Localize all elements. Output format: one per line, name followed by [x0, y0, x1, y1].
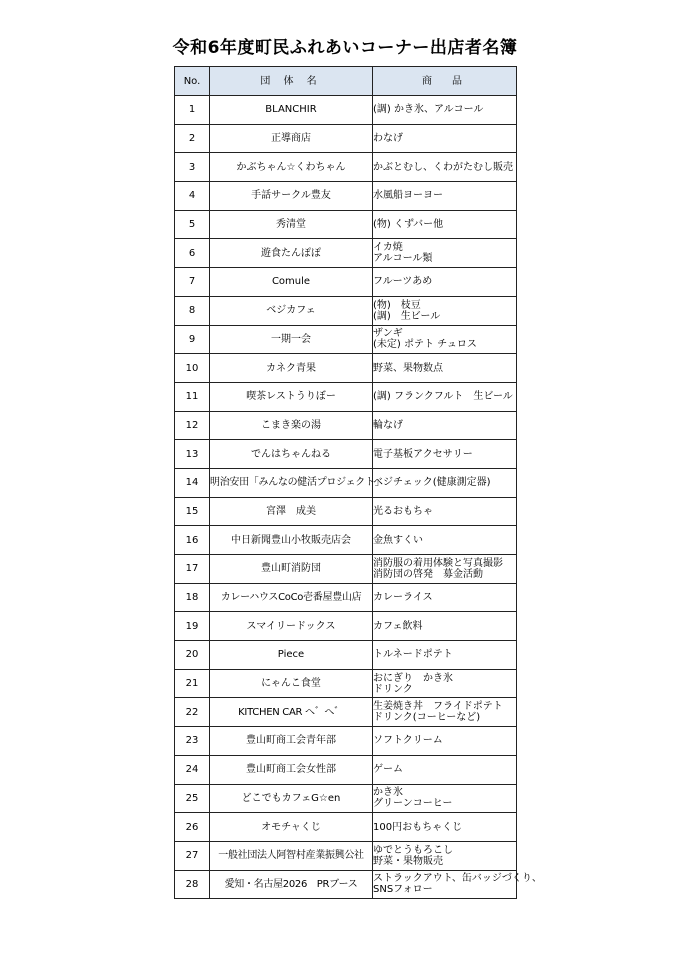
vendor-products	[373, 813, 517, 842]
vendor-name: BLANCHIR	[210, 96, 373, 125]
vendor-products	[373, 555, 517, 584]
row-number: 5	[175, 210, 210, 239]
vendor-name: Comule	[210, 268, 373, 297]
vendor-name: オモチャくじ	[210, 813, 373, 842]
table-body	[175, 96, 542, 899]
vendor-products	[373, 870, 542, 899]
table-row	[175, 583, 517, 612]
row-number: 22	[175, 698, 210, 727]
vendor-name: カレーハウスCoCo壱番屋豊山店	[210, 583, 373, 612]
row-number: 25	[175, 784, 210, 813]
vendor-products	[373, 96, 517, 125]
header-name: 団 体 名	[210, 67, 373, 96]
vendor-name: 秀清堂	[210, 210, 373, 239]
product-line: ゆでとうもろこし	[373, 844, 453, 856]
vendor-name: Piece	[210, 641, 373, 670]
vendor-name: スマイリードックス	[210, 612, 373, 641]
vendor-products	[373, 755, 517, 784]
table-row	[175, 411, 517, 440]
product-line: 輪なげ	[373, 419, 403, 431]
table-row	[175, 468, 517, 497]
table-row	[175, 813, 517, 842]
row-number: 20	[175, 641, 210, 670]
product-line: 消防団の啓発 募金活動	[373, 568, 483, 580]
vendor-products	[373, 440, 517, 469]
vendor-products	[373, 612, 517, 641]
product-line: SNSフォロー	[373, 884, 433, 896]
product-line: ザンギ	[373, 328, 403, 340]
vendor-name: 喫茶レストうりぼー	[210, 382, 373, 411]
vendor-products	[373, 841, 517, 870]
vendor-name: 愛知・名古屋2026 PRブース	[210, 870, 373, 899]
row-number: 12	[175, 411, 210, 440]
row-number: 9	[175, 325, 210, 354]
product-line: (物) くずバー他	[373, 219, 444, 231]
vendor-products	[373, 153, 517, 182]
row-number: 21	[175, 669, 210, 698]
vendor-name: 明治安田「みんなの健活プロジェクト」	[210, 468, 373, 497]
product-line: ドリンク(コーヒーなど)	[373, 712, 481, 724]
vendor-products	[373, 698, 517, 727]
row-number: 26	[175, 813, 210, 842]
vendor-name: にゃんこ食堂	[210, 669, 373, 698]
header-no: No.	[175, 67, 210, 96]
product-line: (未定) ポテト チュロス	[373, 339, 477, 351]
vendor-products	[373, 641, 517, 670]
table-row	[175, 641, 517, 670]
product-line: おにぎり かき氷	[373, 672, 453, 684]
vendor-name: 中日新聞豊山小牧販売店会	[210, 526, 373, 555]
product-line: イカ焼	[373, 242, 403, 254]
table-row	[175, 268, 517, 297]
table-row	[175, 239, 517, 268]
vendor-products	[373, 210, 517, 239]
product-line: かき氷	[373, 787, 403, 799]
vendor-products	[373, 124, 517, 153]
table-header-row	[175, 67, 517, 96]
vendor-products	[373, 497, 517, 526]
page-title: 令和6年度町民ふれあいコーナー出店者名簿	[172, 38, 518, 58]
vendor-name: かぶちゃん☆くわちゃん	[210, 153, 373, 182]
row-number: 16	[175, 526, 210, 555]
row-number: 18	[175, 583, 210, 612]
vendor-name: 豊山町商工会女性部	[210, 755, 373, 784]
row-number: 7	[175, 268, 210, 297]
table-row	[175, 870, 517, 899]
row-number: 6	[175, 239, 210, 268]
product-line: フルーツあめ	[373, 276, 433, 288]
vendor-products	[373, 382, 517, 411]
row-number: 14	[175, 468, 210, 497]
table-row	[175, 182, 517, 211]
vendor-name: こまき楽の湯	[210, 411, 373, 440]
row-number: 17	[175, 555, 210, 584]
product-line: カレーライス	[373, 592, 433, 604]
table-row	[175, 612, 517, 641]
row-number: 11	[175, 382, 210, 411]
row-number: 8	[175, 296, 210, 325]
vendor-products	[373, 296, 517, 325]
vendor-products	[373, 268, 517, 297]
vendor-name: 一般社団法人阿智村産業振興公社	[210, 841, 373, 870]
product-line: トルネードポテト	[373, 649, 453, 661]
table-row	[175, 698, 517, 727]
vendor-products	[373, 325, 517, 354]
product-line: 100円おもちゃくじ	[373, 821, 463, 833]
product-line: 野菜・果物販売	[373, 855, 443, 867]
vendor-name: どこでもカフェG☆en	[210, 784, 373, 813]
product-line: 水風船ヨーヨー	[373, 190, 443, 202]
table-row	[175, 555, 517, 584]
product-line: ストラックアウト、缶バッジづくり、	[373, 873, 542, 885]
product-line: (調) フランクフルト 生ビール	[373, 391, 513, 403]
row-number: 2	[175, 124, 210, 153]
vendor-name: 正導商店	[210, 124, 373, 153]
vendor-table	[174, 66, 542, 899]
table-row	[175, 124, 517, 153]
product-line: グリーンコーヒー	[373, 798, 453, 810]
table-row	[175, 96, 517, 125]
vendor-name: 一期一会	[210, 325, 373, 354]
product-line: 光るおもちゃ	[373, 505, 433, 517]
product-line: 消防服の着用体験と写真撮影	[373, 557, 503, 569]
row-number: 19	[175, 612, 210, 641]
product-line: ソフトクリーム	[373, 735, 443, 747]
vendor-name: でんはちゃんねる	[210, 440, 373, 469]
product-line: 生姜焼き丼 フライドポテト	[373, 701, 503, 713]
table-row	[175, 841, 517, 870]
row-number: 4	[175, 182, 210, 211]
product-line: 金魚すくい	[373, 534, 423, 546]
row-number: 23	[175, 727, 210, 756]
row-number: 10	[175, 354, 210, 383]
vendor-name: 豊山町商工会青年部	[210, 727, 373, 756]
table-row	[175, 784, 517, 813]
vendor-products	[373, 526, 517, 555]
vendor-products	[373, 411, 517, 440]
product-line: かぶとむし、くわがたむし販売	[373, 161, 513, 173]
vendor-products	[373, 239, 517, 268]
product-line: (物) 枝豆	[373, 299, 421, 311]
row-number: 15	[175, 497, 210, 526]
product-line: ドリンク	[373, 683, 413, 695]
row-number: 24	[175, 755, 210, 784]
vendor-name: 遊食たんぽぽ	[210, 239, 373, 268]
table-row	[175, 153, 517, 182]
vendor-products	[373, 727, 517, 756]
table-row	[175, 526, 517, 555]
vendor-products	[373, 354, 517, 383]
vendor-products	[373, 468, 517, 497]
vendor-name: 宮澤 成美	[210, 497, 373, 526]
vendor-name: カネク青果	[210, 354, 373, 383]
table-row	[175, 727, 517, 756]
product-line: ベジチェック(健康測定器)	[373, 477, 491, 489]
table-row	[175, 497, 517, 526]
row-number: 28	[175, 870, 210, 899]
product-line: 電子基板アクセサリー	[373, 448, 473, 460]
table-row	[175, 325, 517, 354]
table-row	[175, 669, 517, 698]
vendor-products	[373, 182, 517, 211]
vendor-name: 豊山町消防団	[210, 555, 373, 584]
product-line: ゲーム	[373, 764, 403, 776]
table-row	[175, 440, 517, 469]
table-row	[175, 755, 517, 784]
product-line: カフェ飲料	[373, 620, 423, 632]
product-line: アルコール類	[373, 253, 433, 265]
product-line: 野菜、果物数点	[373, 362, 443, 374]
vendor-products	[373, 669, 517, 698]
row-number: 3	[175, 153, 210, 182]
table-row	[175, 382, 517, 411]
product-line: わなげ	[373, 133, 403, 145]
table-row	[175, 354, 517, 383]
vendor-products	[373, 583, 517, 612]
table-row	[175, 210, 517, 239]
product-line: (調) 生ビール	[373, 310, 441, 322]
row-number: 1	[175, 96, 210, 125]
vendor-products	[373, 784, 517, 813]
row-number: 13	[175, 440, 210, 469]
table-row	[175, 296, 517, 325]
vendor-name: 手話サークル豊友	[210, 182, 373, 211]
vendor-name: ベジカフェ	[210, 296, 373, 325]
product-line: (調) かき氷、アルコール	[373, 104, 484, 116]
header-product: 商 品	[373, 67, 517, 96]
row-number: 27	[175, 841, 210, 870]
vendor-name: KITCHEN CAR へ゛へ゛	[210, 698, 373, 727]
